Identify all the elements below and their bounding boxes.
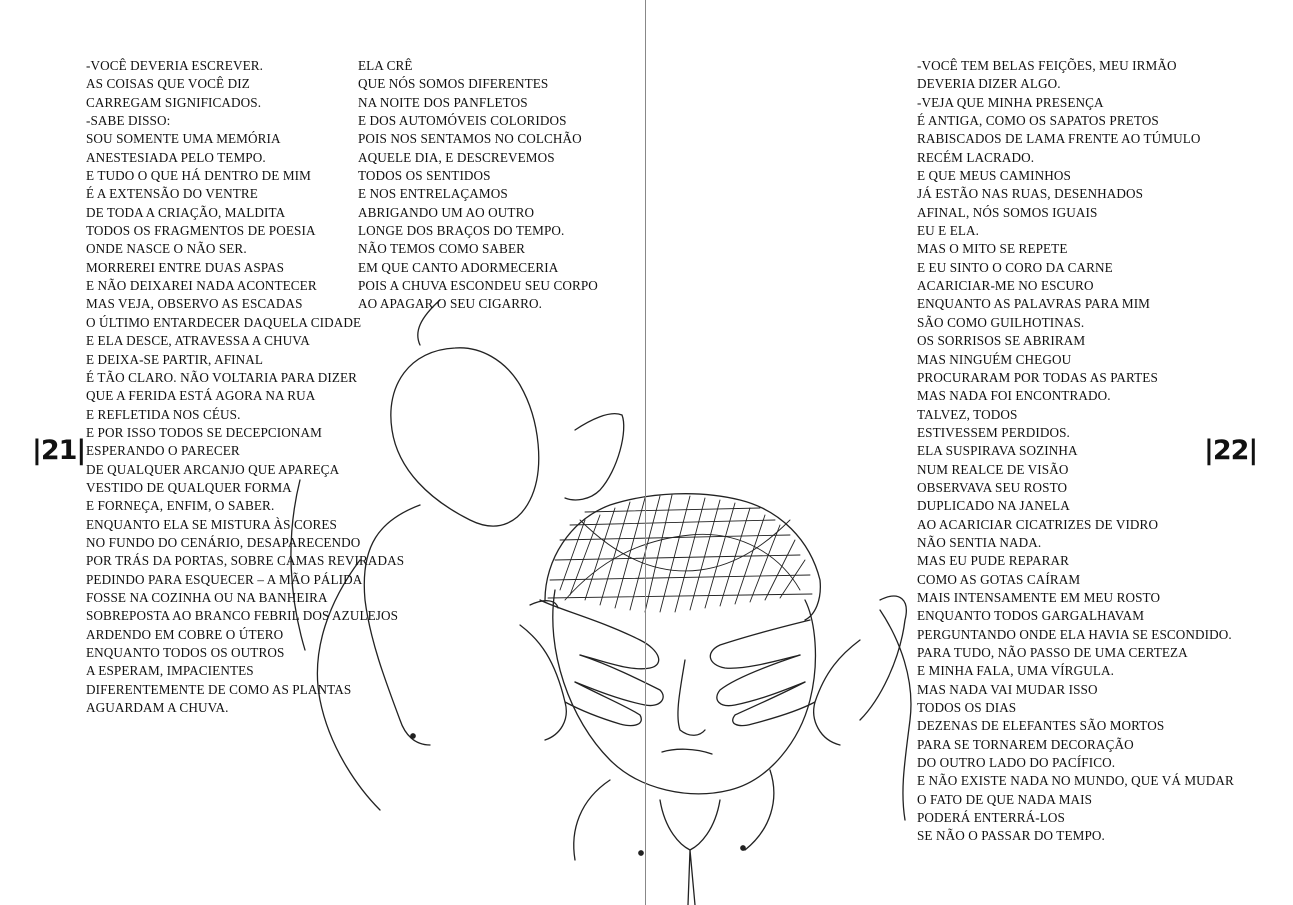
poem-line: NÃO SENTIA NADA.: [917, 534, 1042, 550]
poem-line: AS COISAS QUE VOCÊ DIZ: [86, 76, 250, 92]
poem-line: DIFERENTEMENTE DE COMO AS PLANTAS: [86, 681, 352, 697]
left-hand: [520, 600, 663, 740]
poem-line: SÃO COMO GUILHOTINAS.: [917, 314, 1085, 330]
poem-line: TODOS OS DIAS: [917, 700, 1017, 716]
poem-line: E ELA DESCE, ATRAVESSA A CHUVA: [86, 333, 310, 349]
poem-line: QUE A FERIDA ESTÁ AGORA NA RUA: [86, 388, 316, 404]
poem-line: E NÃO DEIXAREI NADA ACONTECER: [86, 278, 317, 294]
poem-line: VESTIDO DE QUALQUER FORMA: [86, 479, 292, 495]
poem-line: DE QUALQUER ARCANJO QUE APAREÇA: [86, 461, 340, 477]
poem-line: SE NÃO O PASSAR DO TEMPO.: [917, 828, 1105, 844]
back-figure-ear: [565, 414, 624, 500]
poem-line: TALVEZ, TODOS: [917, 406, 1018, 422]
poem-line: ACARICIAR-ME NO ESCURO: [917, 278, 1094, 294]
poem-line: MAS NADA VAI MUDAR ISSO: [917, 681, 1098, 697]
poem-line: O FATO DE QUE NADA MAIS: [917, 791, 1093, 807]
poem-line: DUPLICADO NA JANELA: [917, 498, 1070, 514]
poem-line: AGUARDAM A CHUVA.: [86, 700, 229, 716]
poem-line: O ÚLTIMO ENTARDECER DAQUELA CIDADE: [86, 314, 362, 330]
hair-outline: [545, 494, 820, 620]
poem-line: POIS NOS SENTAMOS NO COLCHÃO: [358, 131, 582, 147]
poem-line: SOBREPOSTA AO BRANCO FEBRIL DOS AZULEJOS: [86, 608, 399, 624]
poem-line: AO APAGAR O SEU CIGARRO.: [358, 296, 543, 312]
poem-line: ONDE NASCE O NÃO SER.: [86, 241, 247, 257]
poem-line: NA NOITE DOS PANFLETOS: [358, 94, 528, 110]
poem-line: MAS EU PUDE REPARAR: [917, 553, 1070, 569]
page-number-right: |22|: [1204, 435, 1258, 466]
poem-line: ENQUANTO ELA SE MISTURA ÀS CORES: [86, 516, 337, 532]
poem-line: ESTIVESSEM PERDIDOS.: [917, 424, 1070, 440]
button-dot: [411, 734, 415, 738]
poem-line: ARDENDO EM COBRE O ÚTERO: [86, 626, 284, 642]
collar: [660, 800, 720, 850]
poem-line: RECÉM LACRADO.: [917, 149, 1035, 165]
poem-line: PERGUNTANDO ONDE ELA HAVIA SE ESCONDIDO.: [917, 626, 1232, 642]
poem-line: JÁ ESTÃO NAS RUAS, DESENHADOS: [917, 186, 1144, 202]
poem-line: AO ACARICIAR CICATRIZES DE VIDRO: [917, 516, 1159, 532]
poem-line: ABRIGANDO UM AO OUTRO: [358, 204, 535, 220]
poem-line: NUM REALCE DE VISÃO: [917, 461, 1069, 477]
poem-line: AQUELE DIA, E DESCREVEMOS: [358, 149, 555, 165]
left-page-text-column-1: [86, 57, 404, 717]
poem-line: É A EXTENSÃO DO VENTRE: [86, 186, 258, 202]
poem-line: ELA CRÊ: [358, 58, 413, 73]
poem-line: E DEIXA-SE PARTIR, AFINAL: [86, 351, 264, 367]
poem-line: NO FUNDO DO CENÁRIO, DESAPARECENDO: [86, 534, 361, 550]
poem-line: PEDINDO PARA ESQUECER – A MÃO PÁLIDA: [86, 571, 363, 587]
poem-line: DEVERIA DIZER ALGO.: [917, 76, 1061, 92]
right-page-text-column: [917, 57, 1234, 846]
poem-line: -VOCÊ DEVERIA ESCREVER.: [86, 58, 264, 73]
poem-line: OBSERVAVA SEU ROSTO: [917, 479, 1068, 495]
poem-line: E FORNEÇA, ENFIM, O SABER.: [86, 498, 275, 514]
poem-line: -VOCÊ TEM BELAS FEIÇÕES, MEU IRMÃO: [917, 58, 1177, 73]
left-page-text-column-2: [358, 57, 598, 314]
poem-line: MAS NINGUÉM CHEGOU: [917, 351, 1072, 367]
poem-line: E NOS ENTRELAÇAMOS: [358, 186, 508, 202]
page-number-left: |21|: [32, 435, 86, 466]
back-figure-head: [391, 348, 539, 526]
mouth: [662, 749, 712, 754]
poem-line: E MINHA FALA, UMA VÍRGULA.: [917, 663, 1114, 679]
poem-line: MORREREI ENTRE DUAS ASPAS: [86, 259, 285, 275]
poem-line: E EU SINTO O CORO DA CARNE: [917, 259, 1113, 275]
poem-line: EU E ELA.: [917, 223, 980, 239]
shirt-button-right: [741, 846, 745, 850]
poem-line: COMO AS GOTAS CAÍRAM: [917, 571, 1081, 587]
poem-line: RABISCADOS DE LAMA FRENTE AO TÚMULO: [917, 131, 1201, 147]
poem-line: MAS VEJA, OBSERVO AS ESCADAS: [86, 296, 303, 312]
poem-line: DE TODA A CRIAÇÃO, MALDITA: [86, 204, 286, 220]
poem-line: -VEJA QUE MINHA PRESENÇA: [917, 94, 1104, 110]
poem-line: LONGE DOS BRAÇOS DO TEMPO.: [358, 223, 565, 239]
poem-line: E QUE MEUS CAMINHOS: [917, 168, 1071, 184]
poem-line: ENQUANTO TODOS OS OUTROS: [86, 645, 285, 660]
right-figure-line: [880, 610, 911, 820]
poem-line: EM QUE CANTO ADORMECERIA: [358, 259, 559, 275]
poem-line: PARA SE TORNAREM DECORAÇÃO: [917, 736, 1134, 752]
poem-line: MAS O MITO SE REPETE: [917, 241, 1068, 257]
poem-line: FOSSE NA COZINHA OU NA BANHEIRA: [86, 589, 328, 605]
poem-line: POR TRÁS DA PORTAS, SOBRE CAMAS REVIRADAS: [86, 553, 405, 569]
poem-line: ESPERANDO O PARECER: [86, 443, 240, 459]
poem-line: ELA SUSPIRAVA SOZINHA: [917, 443, 1078, 459]
poem-line: OS SORRISOS SE ABRIRAM: [917, 333, 1086, 349]
poem-line: E POR ISSO TODOS SE DECEPCIONAM: [86, 424, 322, 440]
poem-line: TODOS OS SENTIDOS: [358, 168, 491, 184]
poem-line: AFINAL, NÓS SOMOS IGUAIS: [917, 204, 1098, 220]
poem-line: TODOS OS FRAGMENTOS DE POESIA: [86, 223, 316, 239]
poem-line: PROCURARAM POR TODAS AS PARTES: [917, 369, 1158, 385]
poem-line: MAS NADA FOI ENCONTRADO.: [917, 388, 1111, 404]
poem-line: QUE NÓS SOMOS DIFERENTES: [358, 76, 549, 92]
poem-line: E REFLETIDA NOS CÉUS.: [86, 406, 241, 422]
shirt-left: [574, 780, 610, 860]
front-figure-head: [553, 590, 816, 794]
poem-line: É TÃO CLARO. NÃO VOLTARIA PARA DIZER: [86, 369, 358, 385]
poem-line: ANESTESIADA PELO TEMPO.: [86, 149, 266, 165]
poem-line: A ESPERAM, IMPACIENTES: [86, 663, 254, 679]
poem-line: MAIS INTENSAMENTE EM MEU ROSTO: [917, 589, 1161, 605]
poem-line: -SABE DISSO:: [86, 113, 171, 129]
poem-line: POIS A CHUVA ESCONDEU SEU CORPO: [358, 278, 598, 294]
poem-line: SOU SOMENTE UMA MEMÓRIA: [86, 131, 281, 147]
poem-line: DEZENAS DE ELEFANTES SÃO MORTOS: [917, 718, 1165, 734]
hair-scribble: [548, 495, 812, 612]
poem-line: DO OUTRO LADO DO PACÍFICO.: [917, 755, 1116, 771]
poem-line: NÃO TEMOS COMO SABER: [358, 241, 525, 257]
tie-string: [688, 850, 695, 905]
poem-line: PODERÁ ENTERRÁ-LOS: [917, 810, 1065, 826]
poem-line: E DOS AUTOMÓVEIS COLORIDOS: [358, 113, 567, 129]
poem-line: E TUDO O QUE HÁ DENTRO DE MIM: [86, 168, 311, 184]
poem-line: ENQUANTO TODOS GARGALHAVAM: [917, 608, 1145, 624]
nose: [678, 660, 705, 735]
poem-line: CARREGAM SIGNIFICADOS.: [86, 94, 262, 110]
poem-line: PARA TUDO, NÃO PASSO DE UMA CERTEZA: [917, 645, 1188, 660]
poem-line: E NÃO EXISTE NADA NO MUNDO, QUE VÁ MUDAR: [917, 773, 1234, 789]
page-gutter-divider: [645, 0, 646, 905]
poem-line: É ANTIGA, COMO OS SAPATOS PRETOS: [917, 113, 1159, 129]
shirt-button-left: [639, 851, 643, 855]
poem-line: ENQUANTO AS PALAVRAS PARA MIM: [917, 296, 1151, 312]
